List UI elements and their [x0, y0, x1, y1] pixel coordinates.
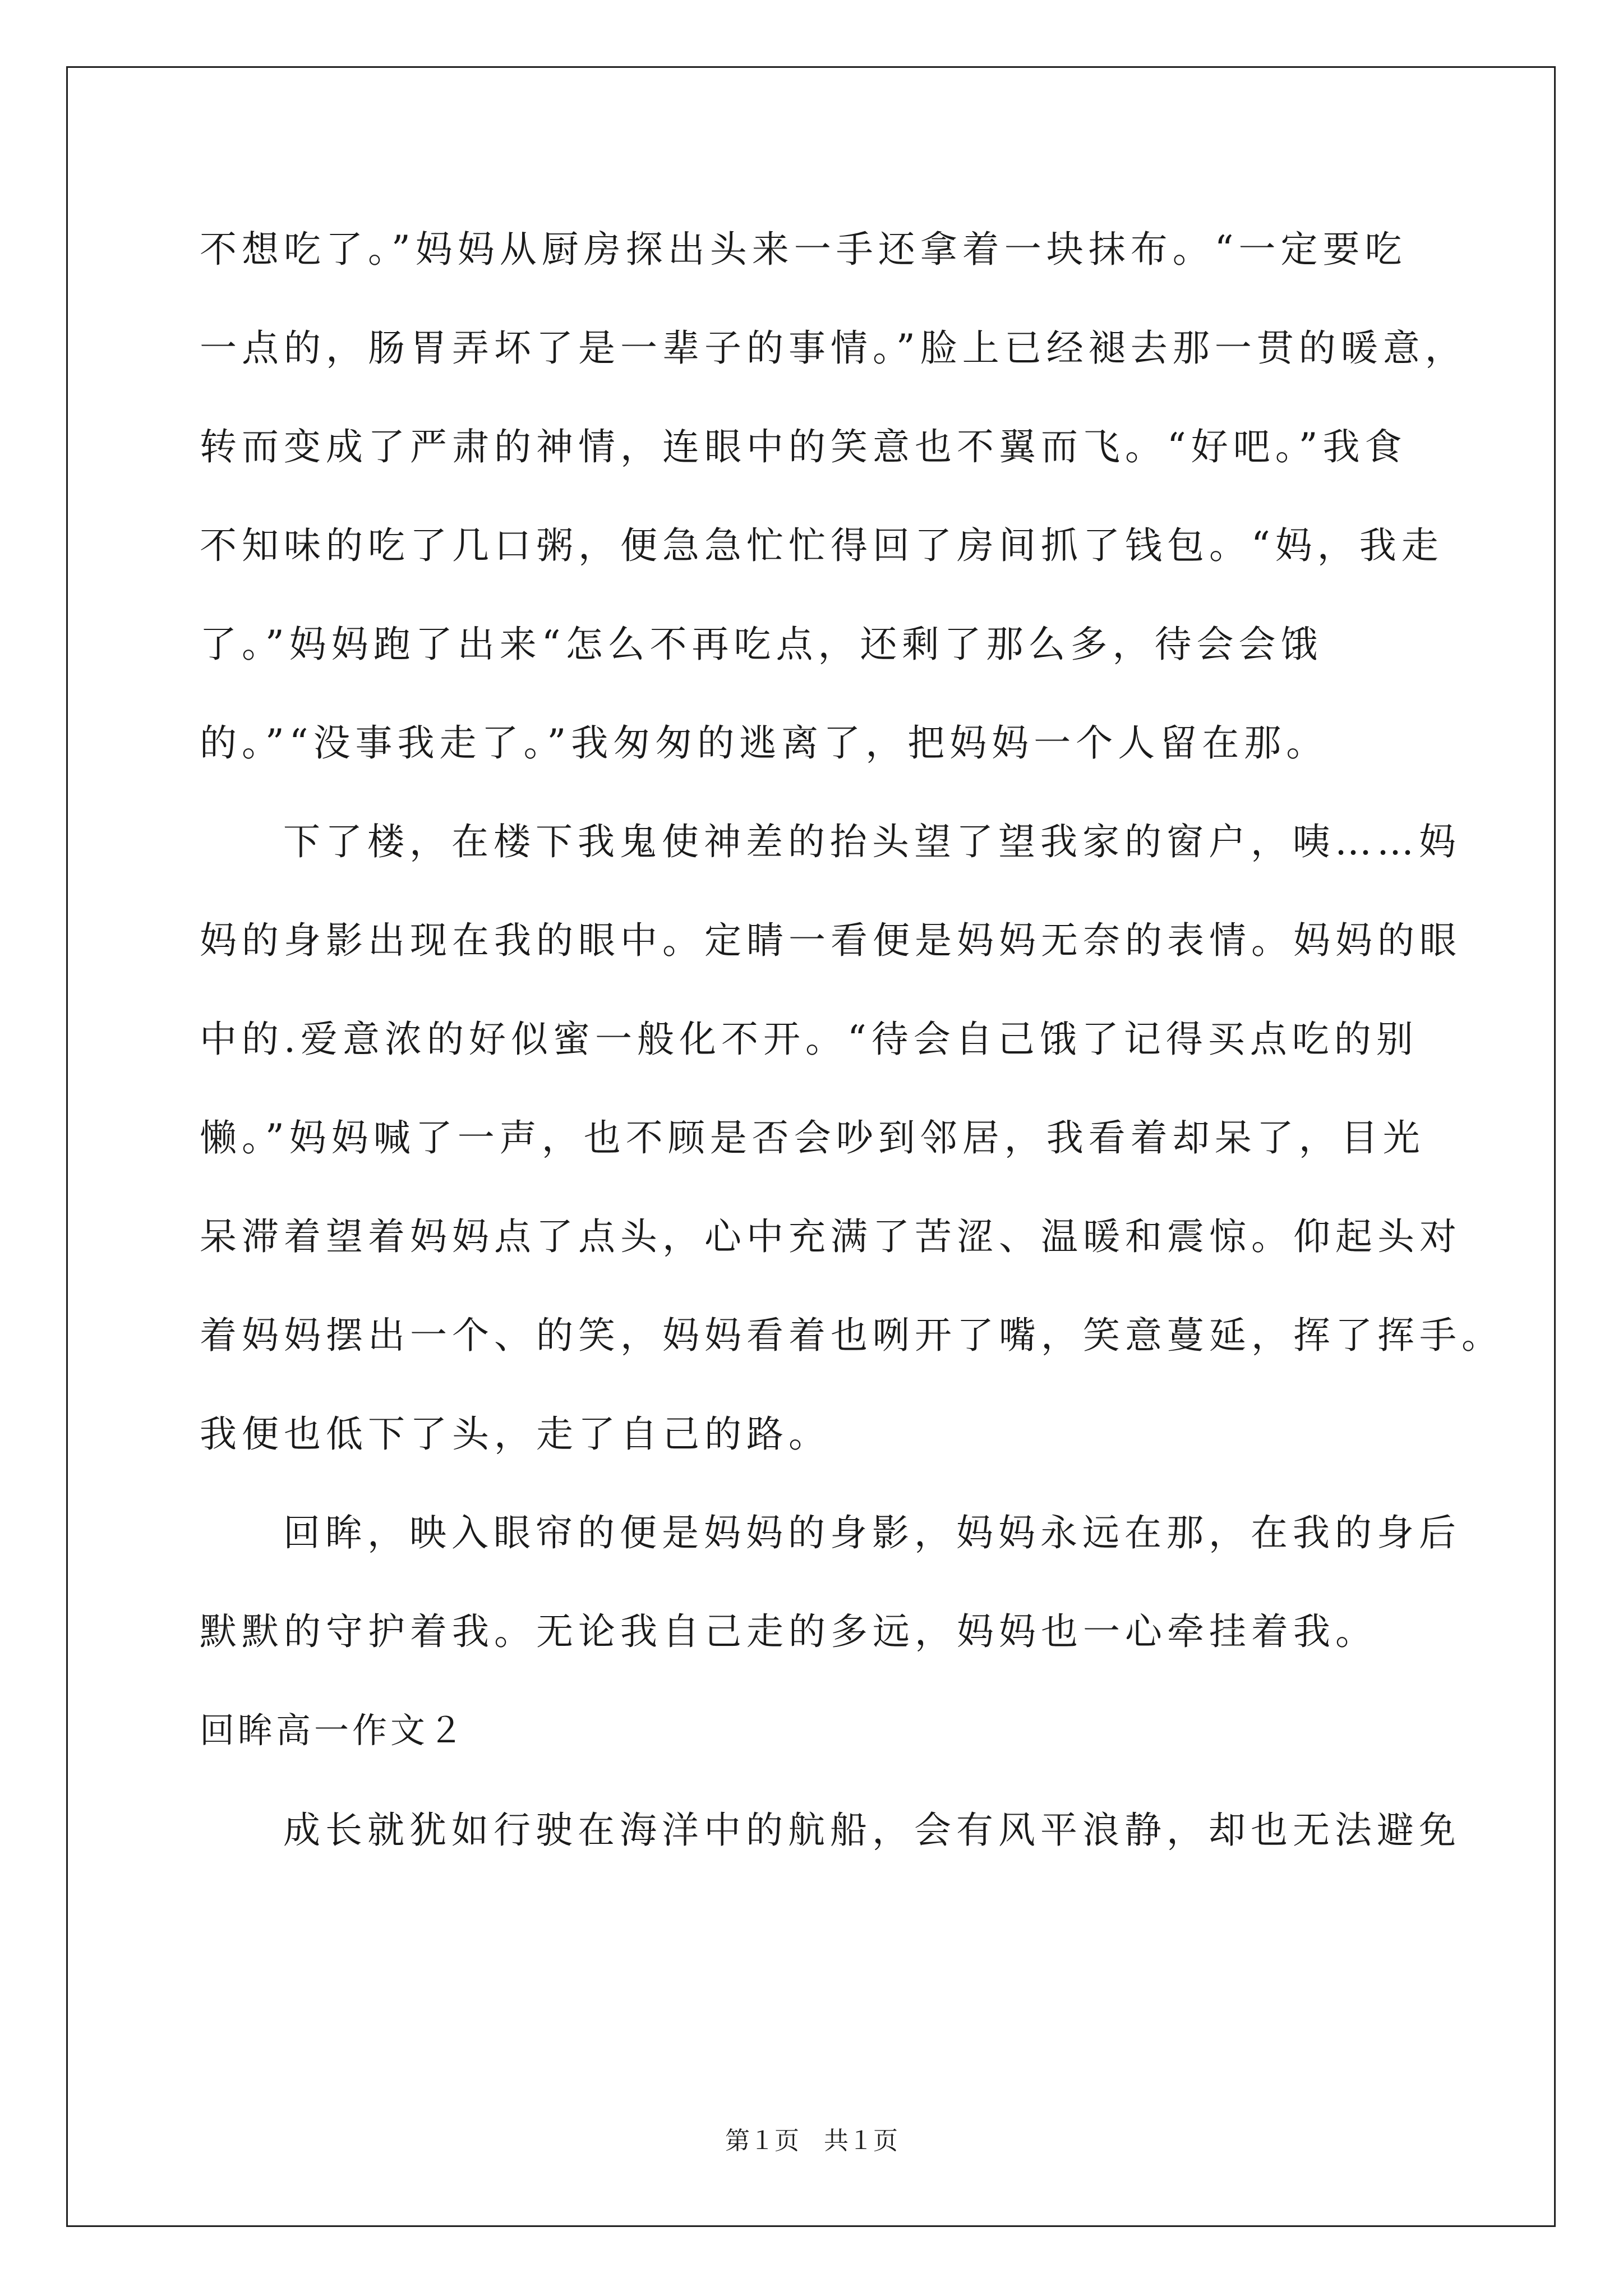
paragraph-1-line-5: 了。”妈妈跑了出来“怎么不再吃点，还剩了那么多，待会会饿 [200, 623, 1323, 666]
paragraph-2-line-5: 呆滞着望着妈妈点了点头，心中充满了苦涩、温暖和震惊。仰起头对 [200, 1215, 1461, 1258]
paragraph-2-line-6: 着妈妈摆出一个、的笑，妈妈看着也咧开了嘴，笑意蔓延，挥了挥手。 [200, 1314, 1504, 1357]
paragraph-2-line-4: 懒。”妈妈喊了一声，也不顾是否会吵到邻居，我看着却呆了，目光 [200, 1116, 1425, 1159]
paragraph-2-line-1: 下了楼，在楼下我鬼使神差的抬头望了望我家的窗户，咦……妈 [283, 820, 1461, 863]
paragraph-3-line-2: 默默的守护着我。无论我自己走的多远，妈妈也一心牵挂着我。 [200, 1610, 1377, 1653]
paragraph-1-line-2: 一点的，肠胃弄坏了是一辈子的事情。”脸上已经褪去那一贯的暖意， [200, 326, 1467, 370]
paragraph-2-line-7: 我便也低下了头，走了自己的路。 [200, 1412, 831, 1456]
paragraph-2-line-2: 妈的身影出现在我的眼中。定睛一看便是妈妈无奈的表情。妈妈的眼 [200, 919, 1461, 962]
paragraph-1-line-6: 的。”“没事我走了。”我匆匆的逃离了，把妈妈一个人留在那。 [200, 721, 1329, 765]
paragraph-2-line-3: 中的.爱意浓的好似蜜一般化不开。“待会自己饿了记得买点吃的别 [200, 1018, 1418, 1061]
paragraph-1-line-3: 转而变成了严肃的神情，连眼中的笑意也不翼而飞。“好吧。”我食 [200, 425, 1407, 468]
page-footer: 第１页 共１页 [725, 2127, 898, 2155]
section-heading: 回眸高一作文２ [200, 1710, 467, 1751]
paragraph-1-line-1: 不想吃了。”妈妈从厨房探出头来一手还拿着一块抹布。“一定要吃 [200, 228, 1407, 271]
paragraph-1-line-4: 不知味的吃了几口粥，便急急忙忙得回了房间抓了钱包。“妈，我走 [200, 524, 1444, 567]
paragraph-4-line-1: 成长就犹如行驶在海洋中的航船，会有风平浪静，却也无法避免 [283, 1809, 1461, 1852]
paragraph-3-line-1: 回眸，映入眼帘的便是妈妈的身影，妈妈永远在那，在我的身后 [283, 1511, 1461, 1554]
